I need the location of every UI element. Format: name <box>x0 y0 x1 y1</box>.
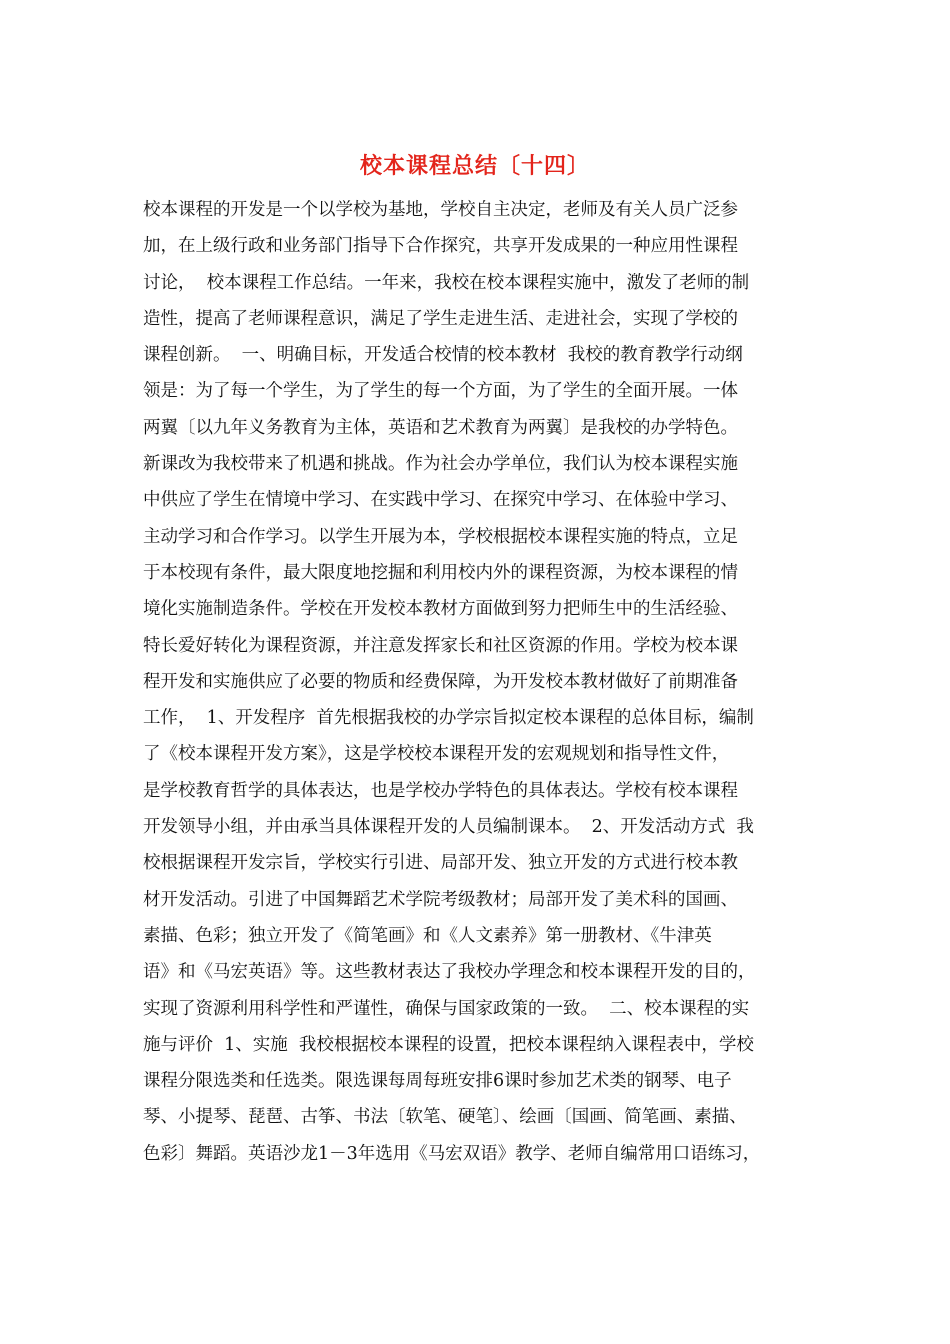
text-line: 是学校教育哲学的具体表达，也是学校办学特色的具体表达。学校有校本课程 <box>143 780 738 801</box>
text-line: 讨论， 校本课程工作总结。一年来，我校在校本课程实施中，激发了老师的制 <box>143 272 750 293</box>
text-line: 课程分限选类和任选类。限选课每周每班安排6课时参加艺术类的钢琴、电子 <box>143 1071 732 1092</box>
text-line: 材开发活动。引进了中国舞蹈艺术学院考级教材；局部开发了美术科的国画、 <box>143 889 738 910</box>
text-line: 特长爱好转化为课程资源，并注意发挥家长和社区资源的作用。学校为校本课 <box>143 635 738 656</box>
text-line: 了《校本课程开发方案》，这是学校校本课程开发的宏观规划和指导性文件， <box>143 744 730 765</box>
text-line: 实现了资源利用科学性和严谨性，确保与国家政策的一致。 二、校本课程的实 <box>143 998 750 1019</box>
text-line: 施与评价 1、实施 我校根据校本课程的设置，把校本课程纳入课程表中，学校 <box>143 1034 754 1055</box>
text-line: 中供应了学生在情境中学习、在实践中学习、在探究中学习、在体验中学习、 <box>143 490 738 511</box>
text-line: 领是：为了每一个学生，为了学生的每一个方面，为了学生的全面开展。一体 <box>143 381 738 402</box>
text-line: 课程创新。 一、明确目标，开发适合校情的校本教材 我校的教育教学行动纲 <box>143 345 743 366</box>
text-line: 工作， 1、开发程序 首先根据我校的办学宗旨拟定校本课程的总体目标，编制 <box>143 708 754 729</box>
text-line: 两翼〔以九年义务教育为主体，英语和艺术教育为两翼〕是我校的办学特色。 <box>143 417 738 438</box>
text-line: 色彩〕舞蹈。英语沙龙1－3年选用《马宏双语》教学、老师自编常用口语练习， <box>143 1143 761 1164</box>
text-line: 程开发和实施供应了必要的物质和经费保障，为开发校本教材做好了前期准备 <box>143 671 738 692</box>
text-line: 加，在上级行政和业务部门指导下合作探究，共享开发成果的一种应用性课程 <box>143 236 738 257</box>
text-line: 新课改为我校带来了机遇和挑战。作为社会办学单位，我们认为校本课程实施 <box>143 454 738 475</box>
text-line: 境化实施制造条件。学校在开发校本教材方面做到努力把师生中的生活经验、 <box>143 599 738 620</box>
text-line: 造性，提高了老师课程意识，满足了学生走进生活、走进社会，实现了学校的 <box>143 308 738 329</box>
text-line: 素描、色彩；独立开发了《简笔画》和《人文素养》第一册教材、《牛津英 <box>143 925 712 946</box>
text-line: 校本课程的开发是一个以学校为基地，学校自主决定，老师及有关人员广泛参 <box>143 200 738 220</box>
text-line: 琴、小提琴、琵琶、古筝、书法〔软笔、硬笔〕、绘画〔国画、简笔画、素描、 <box>143 1107 747 1128</box>
document-title: 校本课程总结〔十四〕 <box>359 154 590 179</box>
text-line: 校根据课程开发宗旨，学校实行引进、局部开发、独立开发的方式进行校本教 <box>143 853 738 874</box>
text-line: 语》和《马宏英语》等。这些教材表达了我校办学理念和校本课程开发的目的， <box>143 962 756 983</box>
text-line: 于本校现有条件，最大限度地挖掘和利用校内外的课程资源，为校本课程的情 <box>143 562 738 583</box>
text-line: 开发领导小组，并由承当具体课程开发的人员编制课本。 2、开发活动方式 我 <box>143 817 754 838</box>
document-body <box>143 192 813 1172</box>
text-line: 主动学习和合作学习。以学生开展为本，学校根据校本课程实施的特点，立足 <box>143 526 738 547</box>
